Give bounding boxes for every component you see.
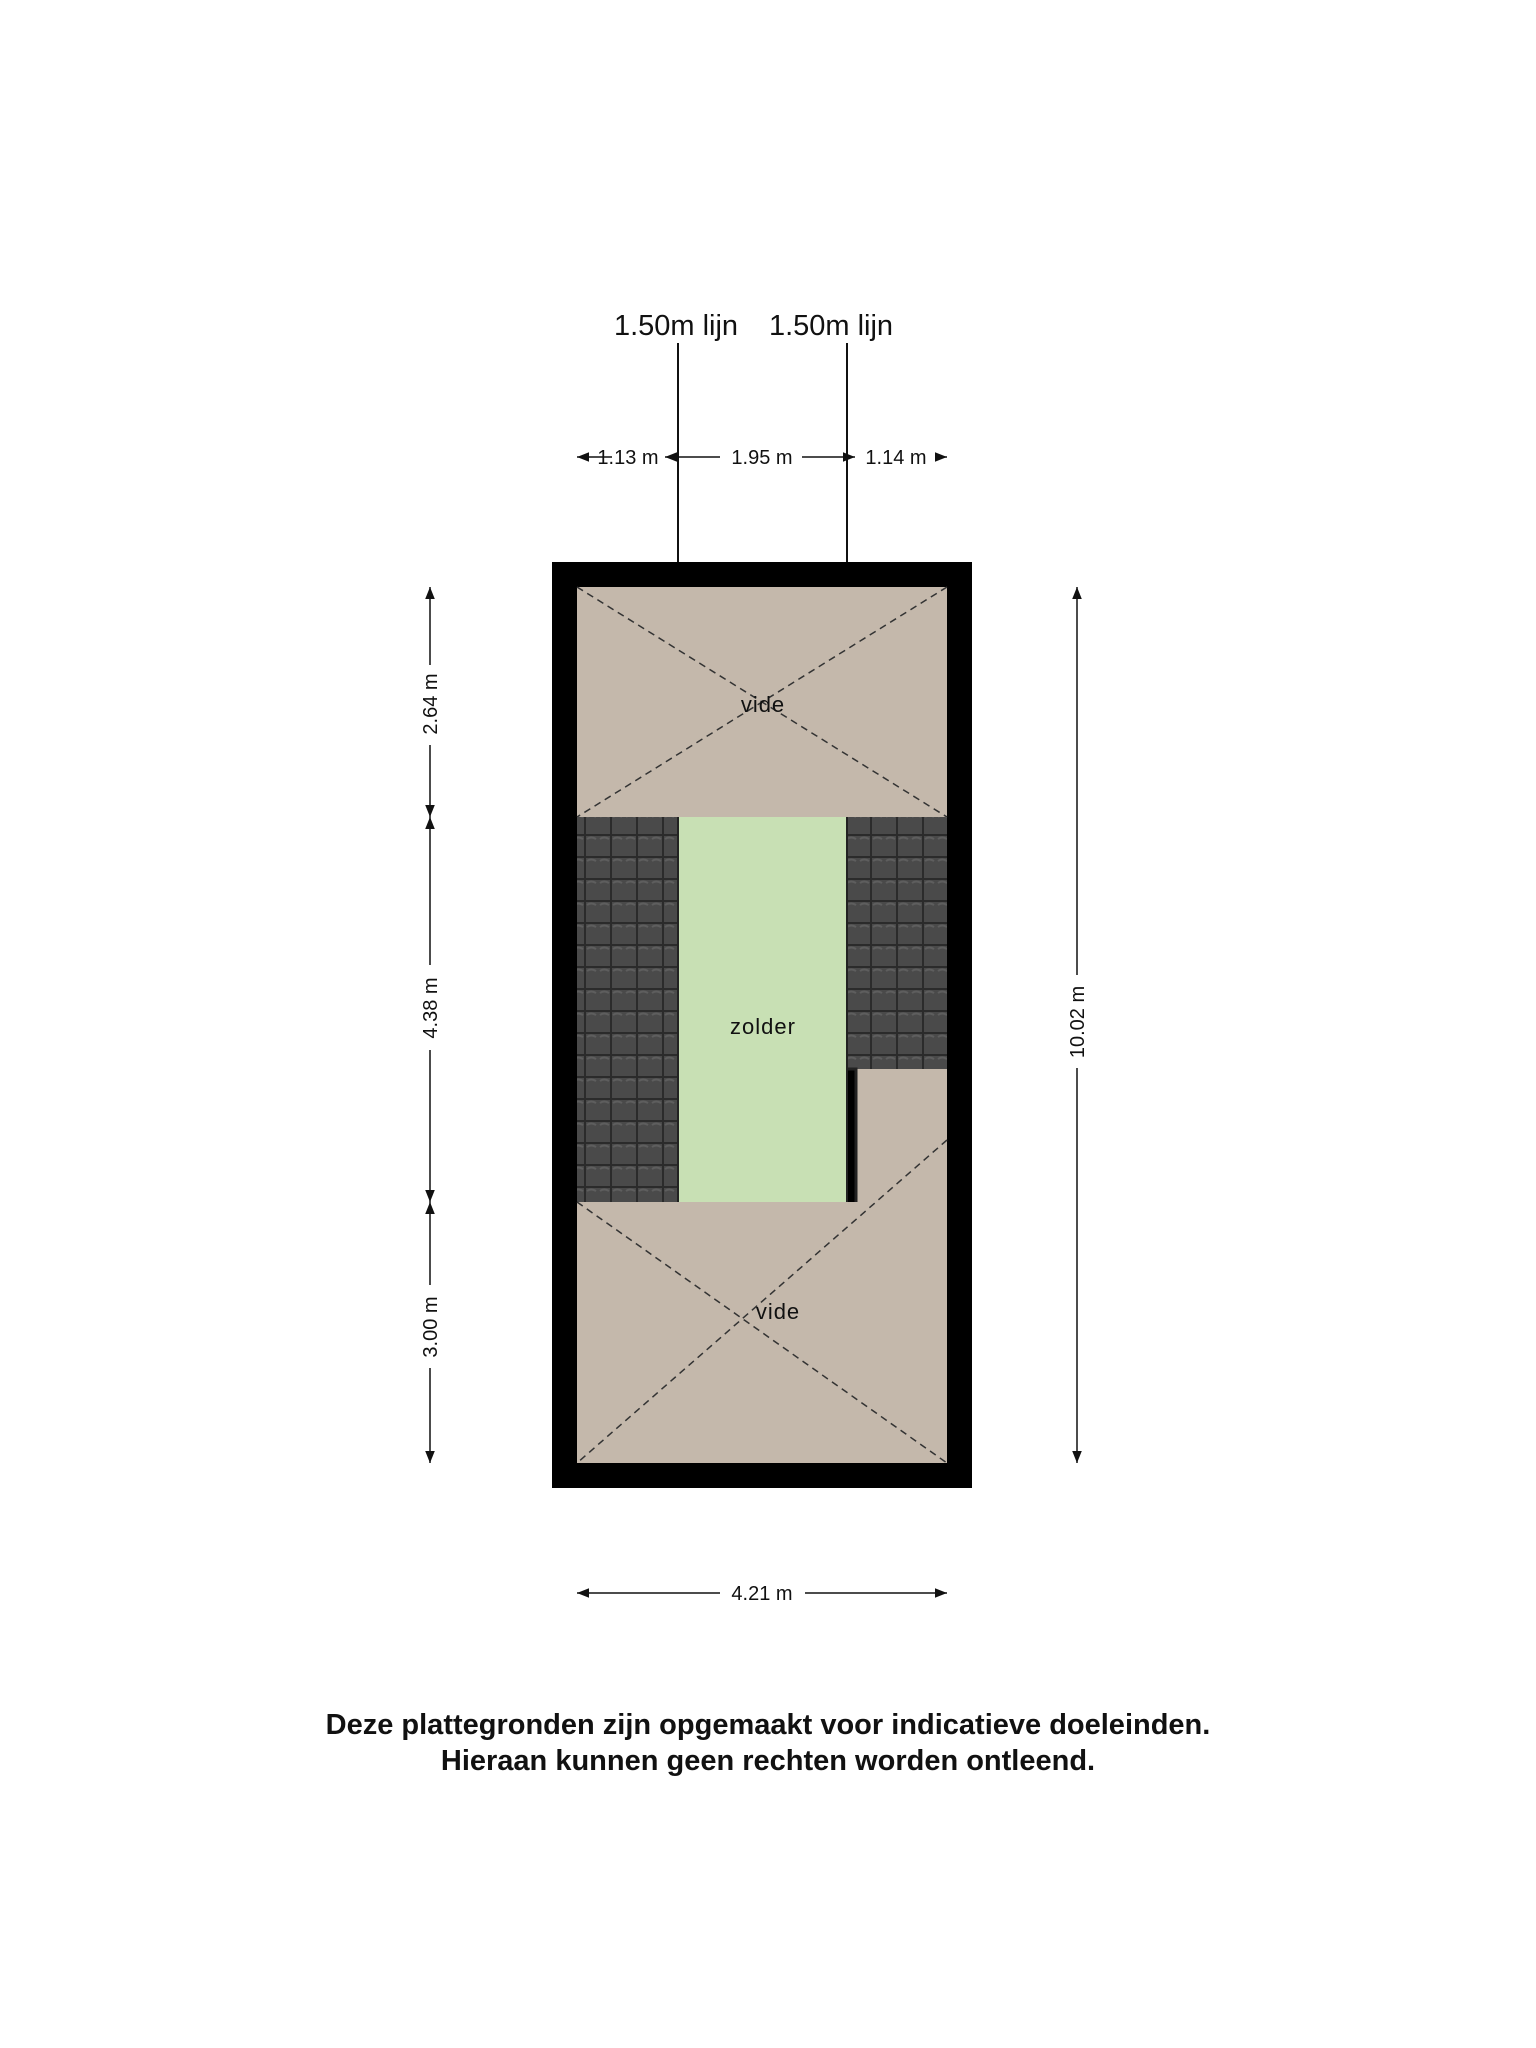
room-label-vide-bottom: vide	[755, 1299, 801, 1324]
room-label-vide-top: vide	[740, 692, 786, 717]
roof-tiles-left	[577, 817, 677, 1202]
roof-tiles-right	[846, 817, 947, 1069]
dim-top-middle: 1.95 m	[731, 447, 793, 469]
dim-left-upper: 2.64 m	[420, 673, 442, 735]
disclaimer-line-2: Hieraan kunnen geen rechten worden ontleend.	[440, 1745, 1096, 1777]
dim-bottom-width: 4.21 m	[731, 1583, 793, 1605]
dim-left-lower: 3.00 m	[420, 1296, 442, 1358]
dim-top-right: 1.14 m	[865, 447, 927, 469]
vide-bottom-notch	[856, 1069, 947, 1202]
room-label-zolder: zolder	[730, 1014, 796, 1039]
lijn-label-left: 1.50m lijn	[613, 310, 739, 342]
lijn-label-right: 1.50m lijn	[768, 310, 894, 342]
dim-left-middle: 4.38 m	[420, 977, 442, 1039]
zolder-area	[679, 817, 846, 1202]
disclaimer-line-1: Deze plattegronden zijn opgemaakt voor indicatieve doeleinden.	[325, 1709, 1211, 1741]
dim-top-left: 1.13 m	[597, 447, 659, 469]
dim-right-total: 10.02 m	[1067, 985, 1089, 1059]
